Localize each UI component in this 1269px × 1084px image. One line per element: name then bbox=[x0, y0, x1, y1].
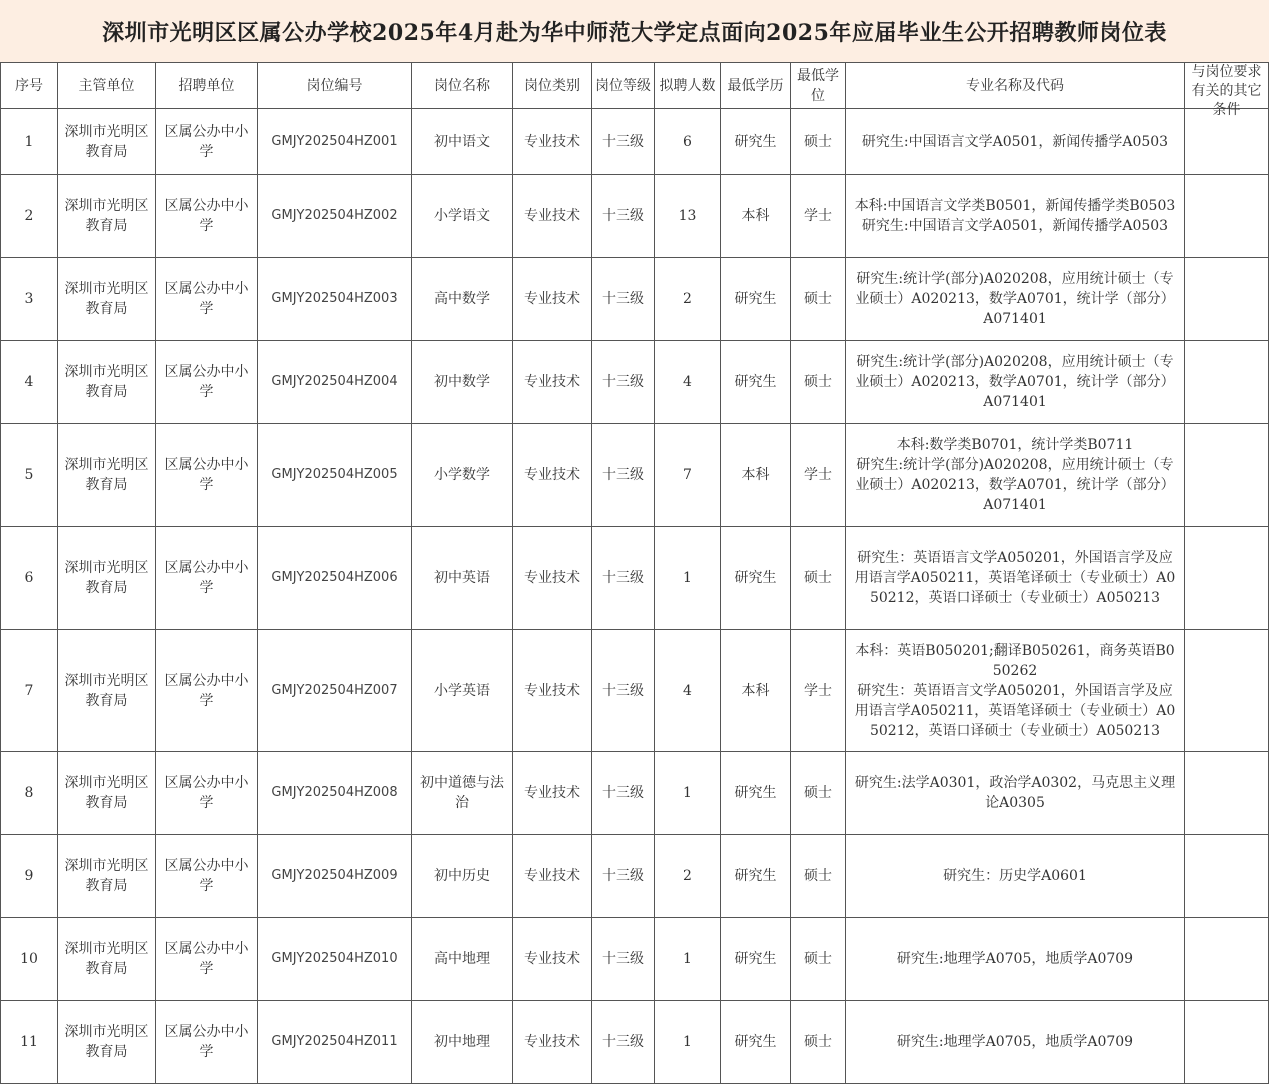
cell-degree: 学士 bbox=[791, 630, 846, 752]
cell-category: 专业技术 bbox=[513, 258, 592, 341]
cell-category: 专业技术 bbox=[513, 527, 592, 630]
major-line: 本科：英语B050201;翻译B050261，商务英语B050262 bbox=[855, 642, 1175, 679]
cell-seq: 8 bbox=[1, 752, 58, 835]
cell-name: 初中地理 bbox=[412, 1001, 513, 1084]
cell-edu: 研究生 bbox=[721, 258, 791, 341]
cell-dept: 深圳市光明区教育局 bbox=[58, 341, 156, 424]
major-line: 研究生:法学A0301，政治学A0302，马克思主义理论A0305 bbox=[854, 775, 1176, 811]
cell-major bbox=[846, 752, 1185, 835]
cell-count: 1 bbox=[655, 918, 721, 1001]
cell-count: 1 bbox=[655, 1001, 721, 1084]
cell-degree: 硕士 bbox=[791, 1001, 846, 1084]
cell-code: GMJY202504HZ001 bbox=[258, 109, 412, 175]
cell-unit: 区属公办中小学 bbox=[156, 630, 258, 752]
cell-edu: 本科 bbox=[721, 175, 791, 258]
cell-edu: 本科 bbox=[721, 424, 791, 527]
cell-name: 初中语文 bbox=[412, 109, 513, 175]
cell-major bbox=[846, 341, 1185, 424]
cell-unit: 区属公办中小学 bbox=[156, 341, 258, 424]
cell-count: 4 bbox=[655, 341, 721, 424]
cell-dept: 深圳市光明区教育局 bbox=[58, 918, 156, 1001]
header-name: 岗位名称 bbox=[412, 63, 513, 109]
header-major: 专业名称及代码 bbox=[846, 63, 1185, 109]
cell-major bbox=[846, 835, 1185, 918]
cell-dept: 深圳市光明区教育局 bbox=[58, 424, 156, 527]
table-row bbox=[1, 1001, 1269, 1084]
cell-code: GMJY202504HZ003 bbox=[258, 258, 412, 341]
cell-level: 十三级 bbox=[592, 258, 655, 341]
cell-major bbox=[846, 630, 1185, 752]
cell-code: GMJY202504HZ004 bbox=[258, 341, 412, 424]
cell-name: 小学语文 bbox=[412, 175, 513, 258]
cell-other bbox=[1185, 175, 1269, 258]
title-bar bbox=[0, 0, 1269, 62]
cell-degree: 硕士 bbox=[791, 341, 846, 424]
major-line: 研究生：历史学A0601 bbox=[943, 868, 1087, 884]
major-line: 本科:数学类B0701，统计学类B0711 bbox=[896, 437, 1134, 453]
cell-dept: 深圳市光明区教育局 bbox=[58, 527, 156, 630]
cell-major bbox=[846, 258, 1185, 341]
cell-level: 十三级 bbox=[592, 1001, 655, 1084]
cell-count: 2 bbox=[655, 258, 721, 341]
table-row bbox=[1, 630, 1269, 752]
cell-category: 专业技术 bbox=[513, 175, 592, 258]
cell-seq: 2 bbox=[1, 175, 58, 258]
cell-edu: 研究生 bbox=[721, 109, 791, 175]
cell-other bbox=[1185, 341, 1269, 424]
cell-other bbox=[1185, 630, 1269, 752]
cell-code: GMJY202504HZ005 bbox=[258, 424, 412, 527]
table-row bbox=[1, 258, 1269, 341]
cell-edu: 研究生 bbox=[721, 918, 791, 1001]
cell-seq: 11 bbox=[1, 1001, 58, 1084]
cell-degree: 硕士 bbox=[791, 752, 846, 835]
cell-unit: 区属公办中小学 bbox=[156, 835, 258, 918]
header-row bbox=[1, 63, 1269, 109]
cell-level: 十三级 bbox=[592, 109, 655, 175]
header-seq: 序号 bbox=[1, 63, 58, 109]
header-count: 拟聘人数 bbox=[655, 63, 721, 109]
cell-name: 高中地理 bbox=[412, 918, 513, 1001]
cell-dept: 深圳市光明区教育局 bbox=[58, 258, 156, 341]
cell-code: GMJY202504HZ008 bbox=[258, 752, 412, 835]
major-line: 研究生：英语语言文学A050201，外国语言学及应用语言学A050211，英语笔译硕士（专业硕士）A050212，英语口译硕士（专业硕士）A050213 bbox=[854, 682, 1176, 739]
cell-other bbox=[1185, 424, 1269, 527]
cell-other bbox=[1185, 752, 1269, 835]
cell-count: 1 bbox=[655, 752, 721, 835]
cell-dept: 深圳市光明区教育局 bbox=[58, 630, 156, 752]
cell-count: 6 bbox=[655, 109, 721, 175]
cell-degree: 硕士 bbox=[791, 918, 846, 1001]
cell-level: 十三级 bbox=[592, 341, 655, 424]
cell-unit: 区属公办中小学 bbox=[156, 109, 258, 175]
major-line: 研究生：英语语言文学A050201，外国语言学及应用语言学A050211，英语笔译硕士（专业硕士）A050212，英语口译硕士（专业硕士）A050213 bbox=[854, 550, 1176, 606]
cell-edu: 研究生 bbox=[721, 341, 791, 424]
table-row bbox=[1, 109, 1269, 175]
header-dept: 主管单位 bbox=[58, 63, 156, 109]
cell-degree: 学士 bbox=[791, 424, 846, 527]
cell-category: 专业技术 bbox=[513, 424, 592, 527]
cell-degree: 硕士 bbox=[791, 109, 846, 175]
cell-degree: 学士 bbox=[791, 175, 846, 258]
major-line: 研究生:统计学(部分)A020208，应用统计硕士（专业硕士）A020213，数学A0701，统计学（部分）A071401 bbox=[855, 271, 1175, 327]
cell-level: 十三级 bbox=[592, 527, 655, 630]
cell-unit: 区属公办中小学 bbox=[156, 752, 258, 835]
header-level: 岗位等级 bbox=[592, 63, 655, 109]
cell-count: 4 bbox=[655, 630, 721, 752]
cell-code: GMJY202504HZ010 bbox=[258, 918, 412, 1001]
header-other-text: 与岗位要求有关的其它条件 bbox=[1191, 64, 1262, 118]
cell-code: GMJY202504HZ002 bbox=[258, 175, 412, 258]
cell-count: 7 bbox=[655, 424, 721, 527]
major-line: 研究生:统计学(部分)A020208，应用统计硕士（专业硕士）A020213，数学A0701，统计学（部分）A071401 bbox=[855, 354, 1175, 410]
cell-edu: 研究生 bbox=[721, 752, 791, 835]
cell-level: 十三级 bbox=[592, 918, 655, 1001]
cell-edu: 研究生 bbox=[721, 1001, 791, 1084]
cell-name: 初中历史 bbox=[412, 835, 513, 918]
cell-dept: 深圳市光明区教育局 bbox=[58, 752, 156, 835]
cell-level: 十三级 bbox=[592, 835, 655, 918]
table-row bbox=[1, 752, 1269, 835]
cell-name: 初中数学 bbox=[412, 341, 513, 424]
cell-other bbox=[1185, 1001, 1269, 1084]
cell-category: 专业技术 bbox=[513, 630, 592, 752]
cell-dept: 深圳市光明区教育局 bbox=[58, 175, 156, 258]
cell-unit: 区属公办中小学 bbox=[156, 918, 258, 1001]
cell-edu: 本科 bbox=[721, 630, 791, 752]
major-line: 本科:中国语言文学类B0501，新闻传播学类B0503 bbox=[854, 198, 1176, 214]
cell-seq: 6 bbox=[1, 527, 58, 630]
cell-degree: 硕士 bbox=[791, 258, 846, 341]
table-body bbox=[1, 109, 1269, 1084]
cell-category: 专业技术 bbox=[513, 752, 592, 835]
cell-seq: 5 bbox=[1, 424, 58, 527]
cell-category: 专业技术 bbox=[513, 109, 592, 175]
table-row bbox=[1, 835, 1269, 918]
cell-unit: 区属公办中小学 bbox=[156, 258, 258, 341]
cell-code: GMJY202504HZ009 bbox=[258, 835, 412, 918]
table-row bbox=[1, 424, 1269, 527]
cell-seq: 4 bbox=[1, 341, 58, 424]
major-line: 研究生:地理学A0705，地质学A0709 bbox=[896, 1034, 1134, 1050]
header-code: 岗位编号 bbox=[258, 63, 412, 109]
cell-other bbox=[1185, 835, 1269, 918]
cell-edu: 研究生 bbox=[721, 835, 791, 918]
cell-unit: 区属公办中小学 bbox=[156, 424, 258, 527]
header-category: 岗位类别 bbox=[513, 63, 592, 109]
cell-dept: 深圳市光明区教育局 bbox=[58, 835, 156, 918]
cell-edu: 研究生 bbox=[721, 527, 791, 630]
cell-dept: 深圳市光明区教育局 bbox=[58, 109, 156, 175]
major-line: 研究生:统计学(部分)A020208，应用统计硕士（专业硕士）A020213，数学A0701，统计学（部分）A071401 bbox=[855, 457, 1175, 513]
cell-seq: 1 bbox=[1, 109, 58, 175]
cell-level: 十三级 bbox=[592, 175, 655, 258]
cell-seq: 3 bbox=[1, 258, 58, 341]
cell-seq: 7 bbox=[1, 630, 58, 752]
cell-name: 小学数学 bbox=[412, 424, 513, 527]
cell-level: 十三级 bbox=[592, 630, 655, 752]
cell-name: 高中数学 bbox=[412, 258, 513, 341]
page-title: 深圳市光明区区属公办学校2025年4月赴为华中师范大学定点面向2025年应届毕业生公开招聘教师岗位表 bbox=[102, 19, 1167, 46]
major-line: 研究生:中国语言文学A0501，新闻传播学A0503 bbox=[861, 133, 1169, 150]
cell-other bbox=[1185, 258, 1269, 341]
header-unit: 招聘单位 bbox=[156, 63, 258, 109]
cell-name: 初中英语 bbox=[412, 527, 513, 630]
header-other bbox=[1185, 63, 1269, 118]
positions-table bbox=[0, 62, 1269, 1084]
cell-major bbox=[846, 527, 1185, 630]
cell-seq: 10 bbox=[1, 918, 58, 1001]
cell-name: 小学英语 bbox=[412, 630, 513, 752]
cell-category: 专业技术 bbox=[513, 835, 592, 918]
header-degree: 最低学位 bbox=[791, 63, 846, 109]
cell-name: 初中道德与法治 bbox=[412, 752, 513, 835]
cell-major bbox=[846, 918, 1185, 1001]
cell-count: 2 bbox=[655, 835, 721, 918]
cell-major bbox=[846, 424, 1185, 527]
cell-unit: 区属公办中小学 bbox=[156, 1001, 258, 1084]
cell-code: GMJY202504HZ006 bbox=[258, 527, 412, 630]
header-edu: 最低学历 bbox=[721, 63, 791, 109]
table-row bbox=[1, 175, 1269, 258]
cell-degree: 硕士 bbox=[791, 835, 846, 918]
major-line: 研究生:中国语言文学A0501，新闻传播学A0503 bbox=[861, 218, 1169, 234]
cell-level: 十三级 bbox=[592, 752, 655, 835]
table-row bbox=[1, 918, 1269, 1001]
cell-degree: 硕士 bbox=[791, 527, 846, 630]
cell-count: 1 bbox=[655, 527, 721, 630]
cell-other bbox=[1185, 527, 1269, 630]
major-line: 研究生:地理学A0705，地质学A0709 bbox=[896, 951, 1134, 967]
cell-major bbox=[846, 109, 1185, 175]
cell-code: GMJY202504HZ007 bbox=[258, 630, 412, 752]
cell-category: 专业技术 bbox=[513, 1001, 592, 1084]
cell-seq: 9 bbox=[1, 835, 58, 918]
cell-major bbox=[846, 175, 1185, 258]
cell-unit: 区属公办中小学 bbox=[156, 175, 258, 258]
cell-unit: 区属公办中小学 bbox=[156, 527, 258, 630]
table-row bbox=[1, 527, 1269, 630]
table-row bbox=[1, 341, 1269, 424]
cell-level: 十三级 bbox=[592, 424, 655, 527]
cell-count: 13 bbox=[655, 175, 721, 258]
cell-major bbox=[846, 1001, 1185, 1084]
cell-category: 专业技术 bbox=[513, 341, 592, 424]
cell-dept: 深圳市光明区教育局 bbox=[58, 1001, 156, 1084]
cell-other bbox=[1185, 918, 1269, 1001]
cell-category: 专业技术 bbox=[513, 918, 592, 1001]
cell-code: GMJY202504HZ011 bbox=[258, 1001, 412, 1084]
